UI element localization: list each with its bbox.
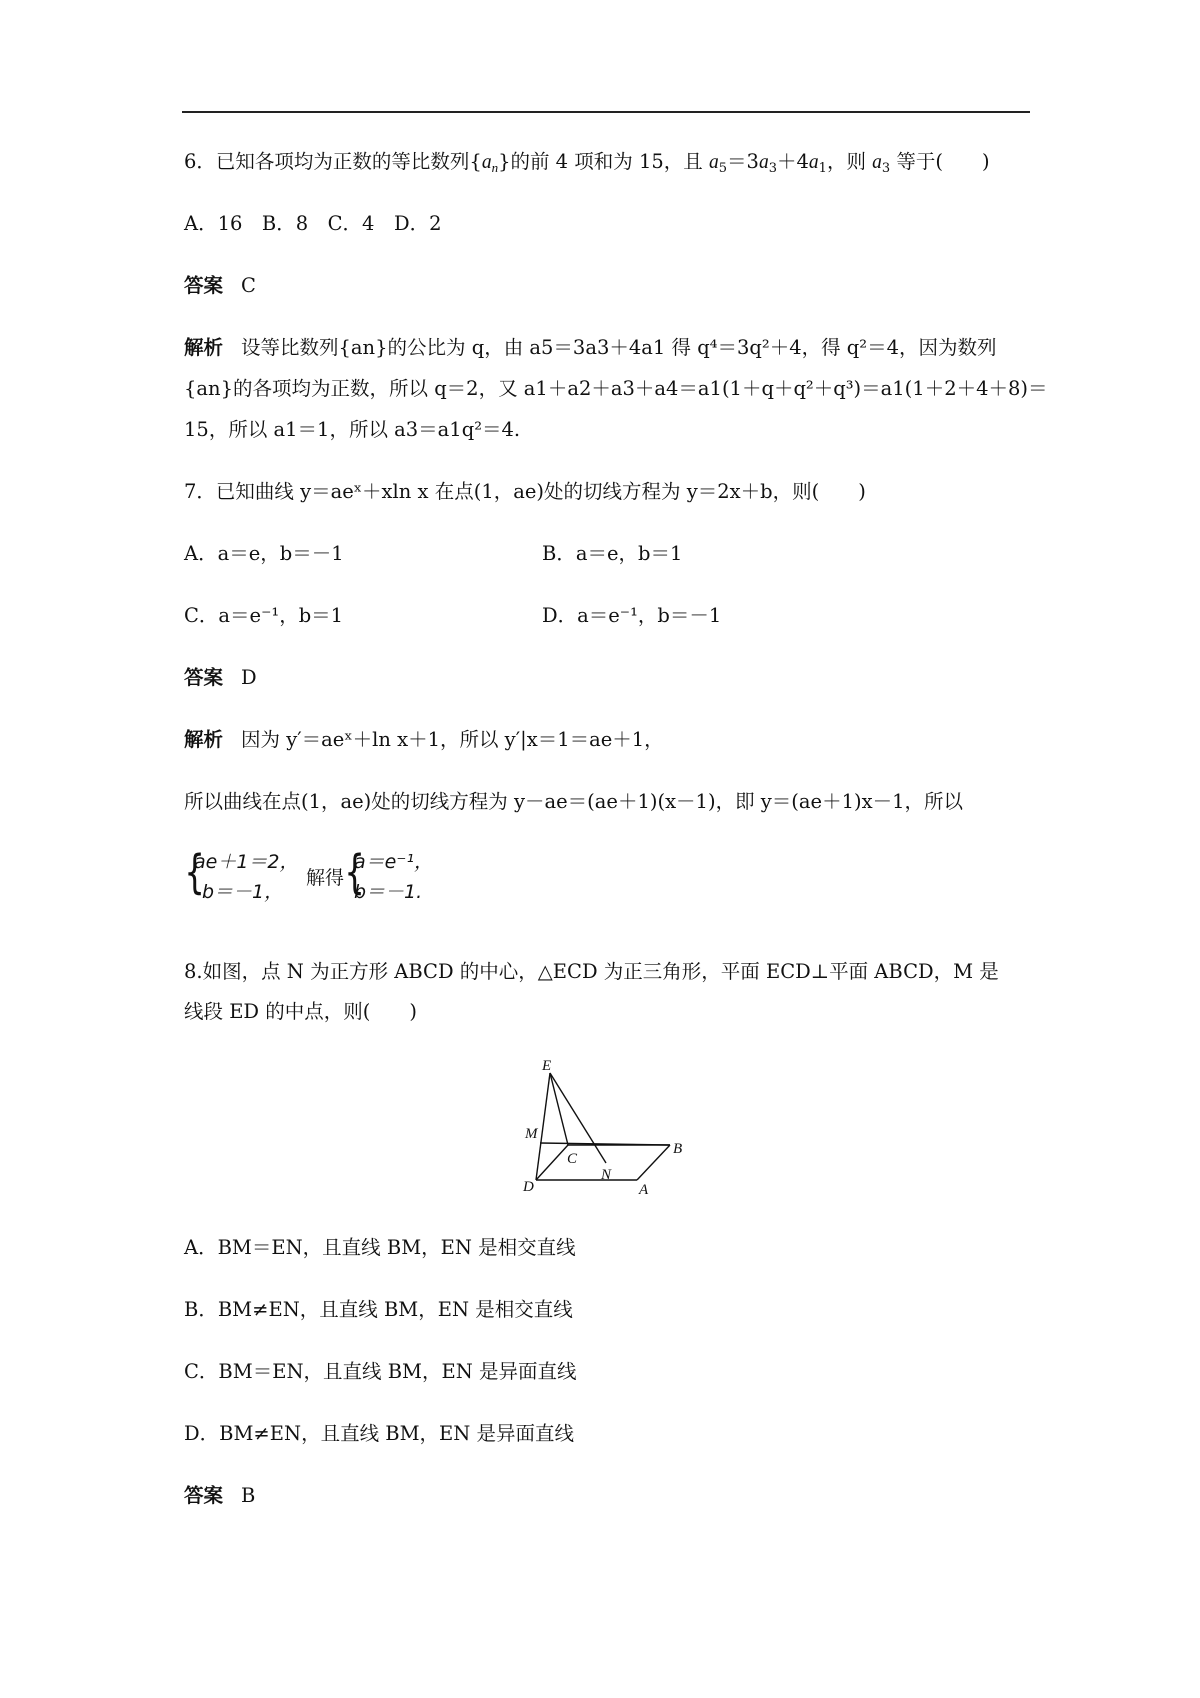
- solve-label: 解得: [306, 867, 345, 889]
- q7-option-b: B．a＝e，b＝1: [542, 542, 683, 565]
- q6-stem: 6．已知各项均为正数的等比数列$\{a_n\}$的前 4 项和为 15，且 $a_5=3a_3+4a_1$，则 $a_3$ 等于( ): [184, 150, 990, 176]
- q7-analysis-line-1: 解析 因为 y′＝aeˣ＋ln x＋1，所以 y′|x＝1＝ae＋1，: [184, 728, 664, 751]
- q8-option-b: B．BM≠EN，且直线 BM，EN 是相交直线: [184, 1298, 573, 1321]
- left-brace-icon: {: [184, 845, 205, 899]
- q7-option-c: C．a＝e⁻¹，b＝1: [184, 604, 344, 627]
- left-brace-icon: {: [344, 845, 365, 899]
- q6-analysis-line-3: 15，所以 a1＝1，所以 a3＝a1q²＝4.: [184, 418, 521, 441]
- figure-label-e: E: [542, 1058, 552, 1074]
- q8-stem-line-1: 8.如图，点 N 为正方形 ABCD 的中心，△ECD 为正三角形，平面 ECD⊥平面 ABCD，M 是: [184, 960, 999, 983]
- figure-label-b: B: [673, 1141, 683, 1157]
- figure-label-n: N: [601, 1167, 612, 1183]
- q7-answer: 答案 D: [184, 666, 257, 689]
- q8-option-d: D．BM≠EN，且直线 BM，EN 是异面直线: [184, 1422, 575, 1445]
- q7-stem: 7．已知曲线 y＝aeˣ＋xln x 在点(1，ae)处的切线方程为 y＝2x＋b，则( ): [184, 480, 866, 503]
- header-rule: [182, 111, 1030, 113]
- figure-label-m: M: [525, 1126, 538, 1142]
- q8-answer: 答案 B: [184, 1484, 256, 1507]
- q8-option-a: A．BM＝EN，且直线 BM，EN 是相交直线: [184, 1236, 576, 1259]
- system2-row1: a＝e⁻¹，: [354, 851, 433, 873]
- system1-row1: ae＋1＝2，: [194, 851, 299, 873]
- figure-label-d: D: [523, 1179, 534, 1195]
- system1-row2: b＝－1，: [202, 881, 284, 903]
- q6-analysis-line-1: 解析 设等比数列{an}的公比为 q，由 a5＝3a3＋4a1 得 q⁴＝3q²＋4，得 q²＝4，因为数列: [184, 336, 997, 359]
- q7-option-a: A．a＝e，b＝－1: [184, 542, 344, 565]
- figure-label-a: A: [639, 1182, 649, 1198]
- q8-stem-line-2: 线段 ED 的中点，则( ): [184, 1000, 417, 1023]
- q7-option-d: D．a＝e⁻¹，b＝－1: [542, 604, 722, 627]
- q6-analysis-line-2: {an}的各项均为正数，所以 q＝2，又 a1＋a2＋a3＋a4＝a1(1＋q＋q²＋q³)＝a1(1＋2＋4＋8)＝: [184, 377, 1048, 400]
- q6-answer: 答案 C: [184, 274, 256, 297]
- system2-row2: b＝－1.: [354, 881, 423, 903]
- q8-option-c: C．BM＝EN，且直线 BM，EN 是异面直线: [184, 1360, 577, 1383]
- q6-options: A．16 B．8 C．4 D．2: [184, 212, 442, 235]
- q8-geometry-figure: [515, 1055, 695, 1200]
- q7-analysis-line-2: 所以曲线在点(1，ae)处的切线方程为 y－ae＝(ae＋1)(x－1)，即 y＝(ae＋1)x－1，所以: [184, 790, 963, 813]
- figure-label-c: C: [567, 1151, 578, 1167]
